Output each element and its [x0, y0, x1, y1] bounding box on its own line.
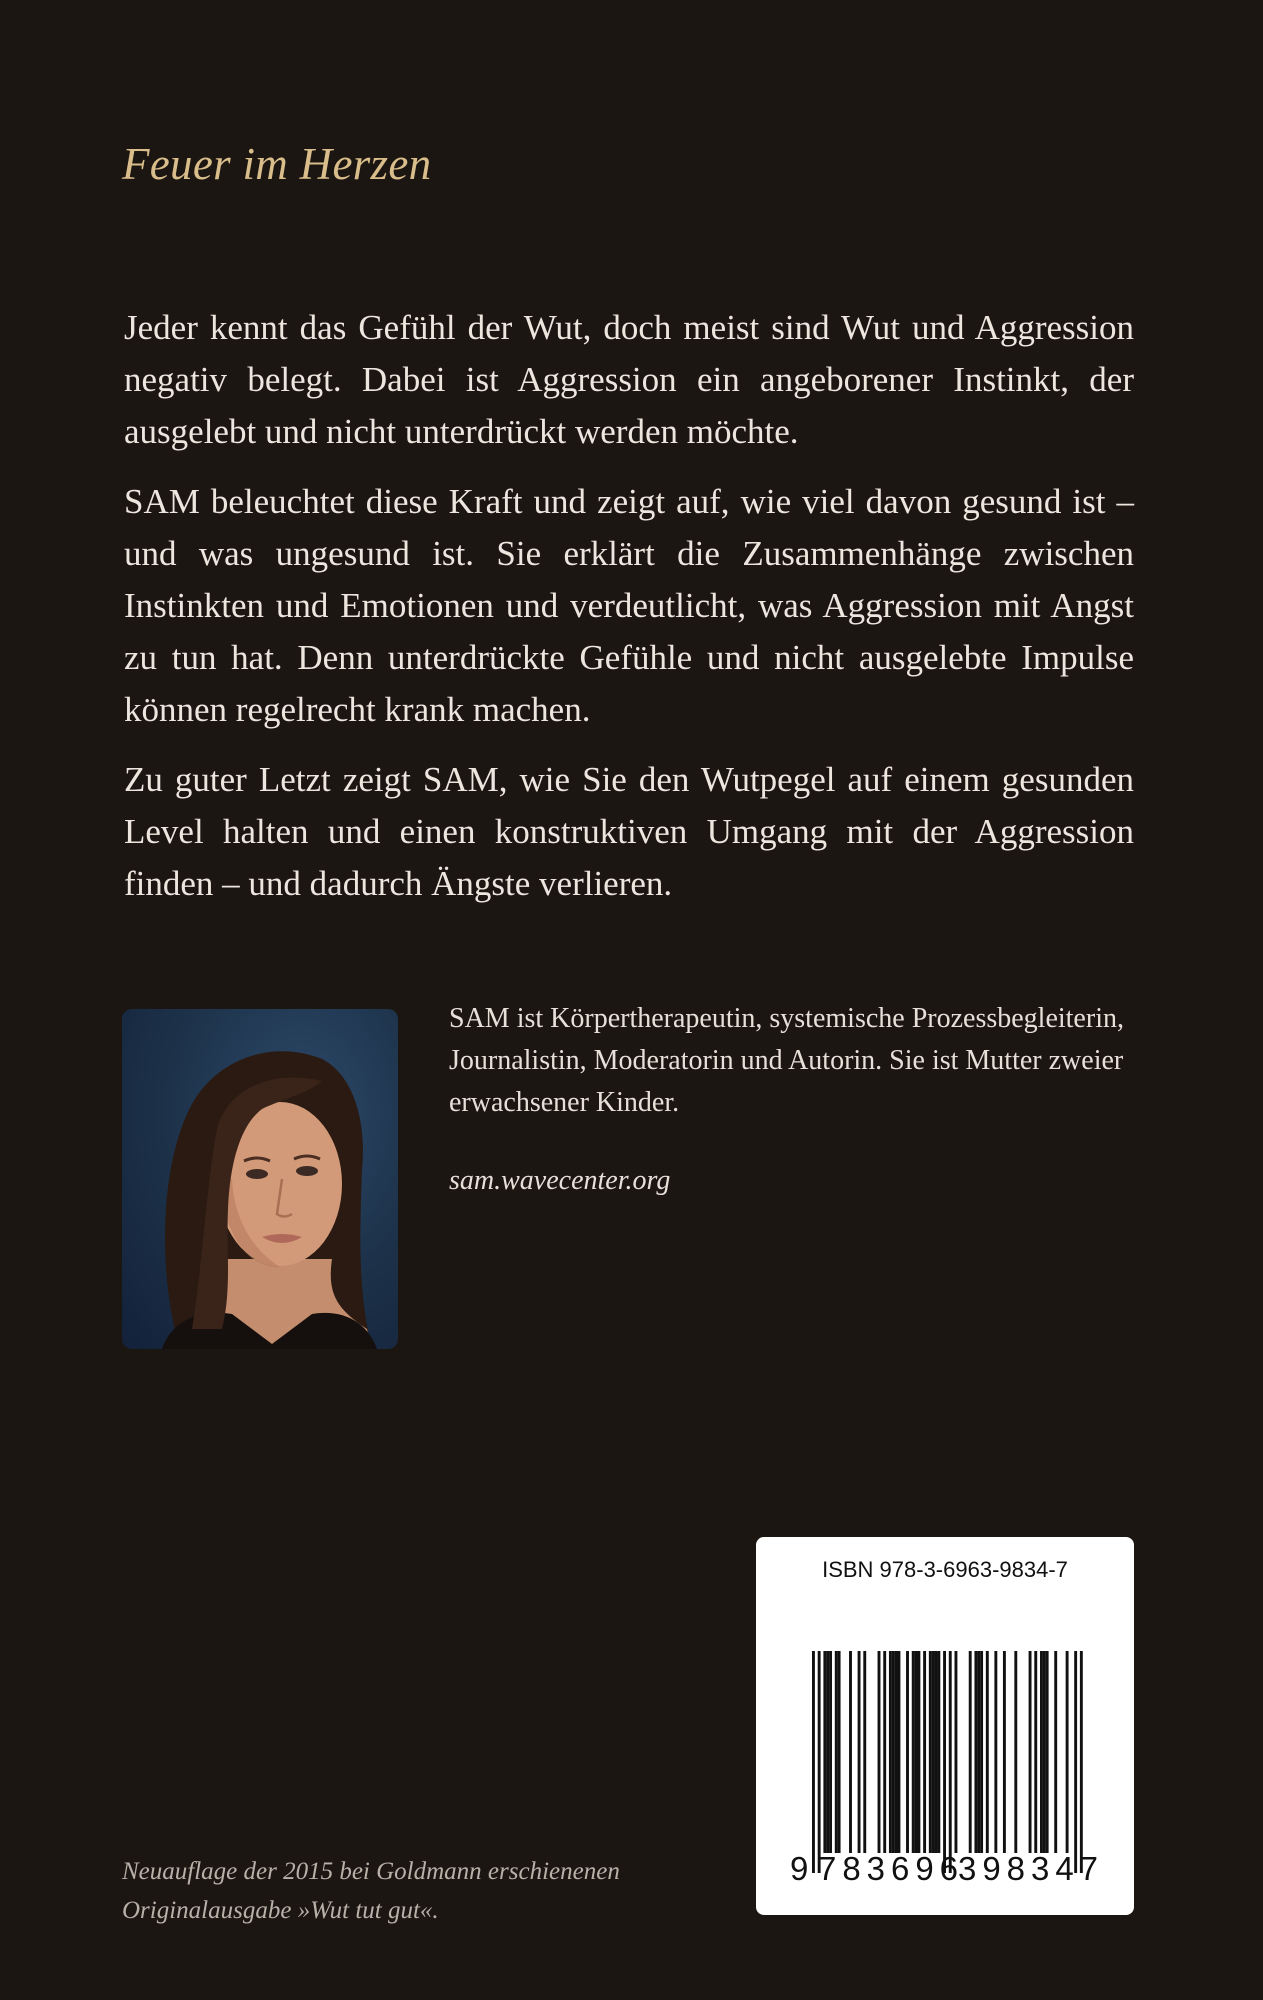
- barcode-bar: [937, 1651, 940, 1853]
- barcode-bar: [906, 1651, 909, 1853]
- barcode-bar: [1046, 1651, 1049, 1853]
- barcode-right-digits: 398347: [958, 1850, 1098, 1887]
- barcode-bar: [1054, 1651, 1057, 1853]
- barcode-bar: [878, 1651, 881, 1853]
- barcode-bar: [898, 1651, 901, 1853]
- isbn-barcode: [756, 1537, 1134, 1915]
- barcode-bar: [917, 1651, 920, 1853]
- barcode-bar: [943, 1651, 946, 1873]
- barcode-bar: [1029, 1651, 1032, 1853]
- barcode-bar: [838, 1651, 841, 1853]
- barcode-bar: [977, 1651, 980, 1853]
- barcode-bar: [892, 1651, 895, 1853]
- blurb: [124, 302, 1134, 928]
- edition-note: Neuauflage der 2015 bei Goldmann erschienenen Originalausgabe »Wut tut gut«.: [122, 1858, 620, 1924]
- barcode-bar: [1040, 1651, 1043, 1853]
- barcode-bar: [1074, 1651, 1077, 1873]
- isbn-label: ISBN 978-3-6963-9834-7: [822, 1557, 1068, 1582]
- barcode-bar: [883, 1651, 886, 1853]
- barcode-bar: [895, 1651, 898, 1853]
- barcode-bar: [1043, 1651, 1046, 1853]
- barcode-bar: [923, 1651, 926, 1853]
- barcode-bar: [1066, 1651, 1069, 1853]
- blurb-paragraph: Jeder kennt das Gefühl der Wut, doch meist sind Wut und Aggression negativ belegt. Dabei ist Aggression ein angeborener Instinkt, der ausgelebt und nicht unterdrückt werden möchte.: [124, 308, 1134, 451]
- barcode-bar: [849, 1651, 852, 1853]
- barcode-bar: [889, 1651, 892, 1853]
- barcode-bar: [858, 1651, 861, 1853]
- barcode-bar: [986, 1651, 989, 1853]
- barcode-graphic: [756, 1537, 1134, 1915]
- barcode-bar: [835, 1651, 838, 1853]
- barcode-bar: [969, 1651, 972, 1853]
- barcode-bar: [812, 1651, 815, 1873]
- blurb-paragraph: SAM beleuchtet diese Kraft und zeigt auf, wie viel davon gesund ist – und was ungesund ist. Sie erklärt die Zusammenhänge zwischen Instinkten und Emotionen und verdeutlicht, was Aggression mit Angst zu tun hat. Denn unterdrückte Gefühle und nicht ausgelebte Impulse können regelrecht krank machen.: [124, 482, 1134, 729]
- barcode-bar: [932, 1651, 935, 1853]
- barcode-bar: [935, 1651, 938, 1853]
- barcode-bar: [929, 1651, 932, 1853]
- barcode-left-digits: 783696: [818, 1850, 958, 1887]
- barcode-bar: [915, 1651, 918, 1853]
- barcode-bar: [912, 1651, 915, 1853]
- blurb-paragraph: Zu guter Letzt zeigt SAM, wie Sie den Wutpegel auf einem gesunden Level halten und einen konstruktiven Umgang mit der Aggression finden – und dadurch Ängste verlieren.: [124, 760, 1134, 903]
- barcode-bar: [1080, 1651, 1083, 1873]
- barcode-bar: [949, 1651, 952, 1873]
- barcode-bar: [1003, 1651, 1006, 1853]
- barcode-bar: [826, 1651, 829, 1853]
- author-website-link[interactable]: sam.wavecenter.org: [449, 1165, 671, 1196]
- barcode-bar: [1014, 1651, 1017, 1853]
- barcode-bar: [863, 1651, 866, 1853]
- barcode-lead-digit: 9: [790, 1850, 809, 1887]
- barcode-bar: [818, 1651, 821, 1873]
- barcode-bar: [980, 1651, 983, 1853]
- barcode-bar: [974, 1651, 977, 1853]
- barcode-bar: [994, 1651, 997, 1853]
- barcode-bar: [829, 1651, 832, 1853]
- barcode-bar: [955, 1651, 958, 1853]
- barcode-bar: [823, 1651, 826, 1853]
- tagline: Feuer im Herzen: [122, 139, 432, 189]
- author-photo: [122, 1009, 398, 1349]
- author-bio: SAM ist Körpertherapeutin, systemische Prozessbegleiterin, Journalistin, Moderatorin und Autorin. Sie ist Mutter zweier erwachsener Kinder.: [449, 1003, 1124, 1118]
- barcode-bar: [1034, 1651, 1037, 1853]
